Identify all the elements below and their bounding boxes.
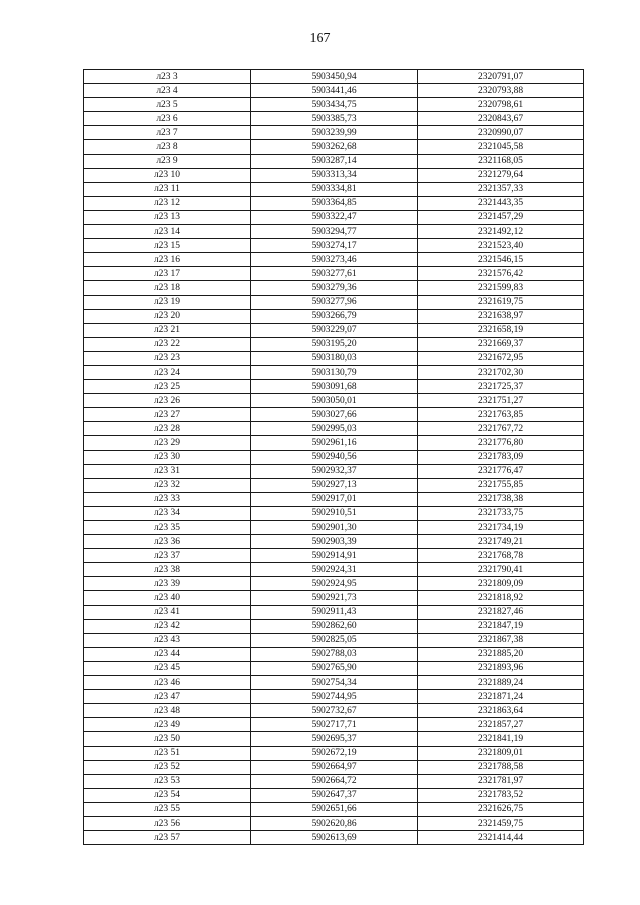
table-row [84, 774, 584, 788]
x-coordinate-cell: 5902664,97 [251, 760, 418, 774]
x-coordinate-cell: 5903364,85 [251, 196, 418, 210]
table-row [84, 676, 584, 690]
x-coordinate-cell: 5903287,14 [251, 154, 418, 168]
y-coordinate-cell: 2321734,19 [418, 521, 584, 535]
table-row [84, 267, 584, 281]
x-coordinate-cell: 5902695,37 [251, 732, 418, 746]
table-row [84, 140, 584, 154]
y-coordinate-cell: 2321841,19 [418, 732, 584, 746]
y-coordinate-cell: 2321045,58 [418, 140, 584, 154]
x-coordinate-cell: 5903195,20 [251, 337, 418, 351]
table-row [84, 168, 584, 182]
point-label-cell: л23 45 [84, 661, 251, 675]
table-row [84, 535, 584, 549]
point-label-cell: л23 31 [84, 464, 251, 478]
y-coordinate-cell: 2321638,97 [418, 309, 584, 323]
y-coordinate-cell: 2321733,75 [418, 506, 584, 520]
x-coordinate-cell: 5903322,47 [251, 210, 418, 224]
point-label-cell: л23 52 [84, 760, 251, 774]
x-coordinate-cell: 5903277,61 [251, 267, 418, 281]
x-coordinate-cell: 5903434,75 [251, 98, 418, 112]
point-label-cell: л23 7 [84, 126, 251, 140]
table-row [84, 732, 584, 746]
y-coordinate-cell: 2320798,61 [418, 98, 584, 112]
x-coordinate-cell: 5903262,68 [251, 140, 418, 154]
coordinates-table-body [84, 70, 584, 845]
y-coordinate-cell: 2321279,64 [418, 168, 584, 182]
point-label-cell: л23 34 [84, 506, 251, 520]
point-label-cell: л23 27 [84, 408, 251, 422]
x-coordinate-cell: 5903050,01 [251, 394, 418, 408]
table-row [84, 619, 584, 633]
table-row [84, 436, 584, 450]
x-coordinate-cell: 5902961,16 [251, 436, 418, 450]
y-coordinate-cell: 2321857,27 [418, 718, 584, 732]
table-row [84, 577, 584, 591]
x-coordinate-cell: 5902940,56 [251, 450, 418, 464]
x-coordinate-cell: 5903450,94 [251, 70, 418, 84]
y-coordinate-cell: 2321867,38 [418, 633, 584, 647]
point-label-cell: л23 42 [84, 619, 251, 633]
point-label-cell: л23 36 [84, 535, 251, 549]
point-label-cell: л23 21 [84, 323, 251, 337]
table-row [84, 337, 584, 351]
table-row [84, 182, 584, 196]
x-coordinate-cell: 5903229,07 [251, 323, 418, 337]
x-coordinate-cell: 5903273,46 [251, 253, 418, 267]
point-label-cell: л23 4 [84, 84, 251, 98]
x-coordinate-cell: 5903266,79 [251, 309, 418, 323]
y-coordinate-cell: 2321893,96 [418, 661, 584, 675]
table-row [84, 704, 584, 718]
x-coordinate-cell: 5903091,68 [251, 380, 418, 394]
table-row [84, 563, 584, 577]
point-label-cell: л23 57 [84, 831, 251, 845]
y-coordinate-cell: 2321749,21 [418, 535, 584, 549]
y-coordinate-cell: 2321863,64 [418, 704, 584, 718]
table-row [84, 98, 584, 112]
x-coordinate-cell: 5902825,05 [251, 633, 418, 647]
y-coordinate-cell: 2321414,44 [418, 831, 584, 845]
x-coordinate-cell: 5902647,37 [251, 788, 418, 802]
table-row [84, 380, 584, 394]
y-coordinate-cell: 2321626,75 [418, 802, 584, 816]
x-coordinate-cell: 5902932,37 [251, 464, 418, 478]
point-label-cell: л23 41 [84, 605, 251, 619]
point-label-cell: л23 50 [84, 732, 251, 746]
y-coordinate-cell: 2321725,37 [418, 380, 584, 394]
y-coordinate-cell: 2321847,19 [418, 619, 584, 633]
point-label-cell: л23 8 [84, 140, 251, 154]
table-row [84, 816, 584, 830]
point-label-cell: л23 23 [84, 351, 251, 365]
point-label-cell: л23 12 [84, 196, 251, 210]
point-label-cell: л23 51 [84, 746, 251, 760]
point-label-cell: л23 46 [84, 676, 251, 690]
table-row [84, 492, 584, 506]
table-row [84, 295, 584, 309]
table-row [84, 196, 584, 210]
y-coordinate-cell: 2321783,52 [418, 788, 584, 802]
table-row [84, 478, 584, 492]
y-coordinate-cell: 2321889,24 [418, 676, 584, 690]
y-coordinate-cell: 2321357,33 [418, 182, 584, 196]
y-coordinate-cell: 2321871,24 [418, 690, 584, 704]
table-row [84, 70, 584, 84]
x-coordinate-cell: 5902620,86 [251, 816, 418, 830]
y-coordinate-cell: 2321546,15 [418, 253, 584, 267]
y-coordinate-cell: 2321776,47 [418, 464, 584, 478]
table-row [84, 394, 584, 408]
y-coordinate-cell: 2321599,83 [418, 281, 584, 295]
x-coordinate-cell: 5902651,66 [251, 802, 418, 816]
table-row [84, 591, 584, 605]
y-coordinate-cell: 2321885,20 [418, 647, 584, 661]
table-row [84, 422, 584, 436]
y-coordinate-cell: 2320791,07 [418, 70, 584, 84]
point-label-cell: л23 54 [84, 788, 251, 802]
point-label-cell: л23 56 [84, 816, 251, 830]
x-coordinate-cell: 5902765,90 [251, 661, 418, 675]
point-label-cell: л23 20 [84, 309, 251, 323]
coordinates-table [83, 69, 584, 845]
point-label-cell: л23 15 [84, 239, 251, 253]
point-label-cell: л23 25 [84, 380, 251, 394]
y-coordinate-cell: 2321523,40 [418, 239, 584, 253]
x-coordinate-cell: 5902788,03 [251, 647, 418, 661]
table-row [84, 309, 584, 323]
point-label-cell: л23 30 [84, 450, 251, 464]
y-coordinate-cell: 2321443,35 [418, 196, 584, 210]
x-coordinate-cell: 5903239,99 [251, 126, 418, 140]
y-coordinate-cell: 2321783,09 [418, 450, 584, 464]
point-label-cell: л23 38 [84, 563, 251, 577]
x-coordinate-cell: 5902862,60 [251, 619, 418, 633]
y-coordinate-cell: 2321790,41 [418, 563, 584, 577]
table-row [84, 323, 584, 337]
x-coordinate-cell: 5902717,71 [251, 718, 418, 732]
x-coordinate-cell: 5902732,67 [251, 704, 418, 718]
x-coordinate-cell: 5903334,81 [251, 182, 418, 196]
y-coordinate-cell: 2321768,78 [418, 549, 584, 563]
y-coordinate-cell: 2321781,97 [418, 774, 584, 788]
y-coordinate-cell: 2321818,92 [418, 591, 584, 605]
table-row [84, 605, 584, 619]
point-label-cell: л23 13 [84, 210, 251, 224]
y-coordinate-cell: 2321751,27 [418, 394, 584, 408]
y-coordinate-cell: 2320843,67 [418, 112, 584, 126]
table-row [84, 661, 584, 675]
y-coordinate-cell: 2321767,72 [418, 422, 584, 436]
point-label-cell: л23 37 [84, 549, 251, 563]
x-coordinate-cell: 5902921,73 [251, 591, 418, 605]
x-coordinate-cell: 5902914,91 [251, 549, 418, 563]
point-label-cell: л23 24 [84, 365, 251, 379]
y-coordinate-cell: 2321788,58 [418, 760, 584, 774]
point-label-cell: л23 10 [84, 168, 251, 182]
y-coordinate-cell: 2320793,88 [418, 84, 584, 98]
point-label-cell: л23 43 [84, 633, 251, 647]
y-coordinate-cell: 2321702,30 [418, 365, 584, 379]
point-label-cell: л23 29 [84, 436, 251, 450]
point-label-cell: л23 32 [84, 478, 251, 492]
point-label-cell: л23 26 [84, 394, 251, 408]
y-coordinate-cell: 2321619,75 [418, 295, 584, 309]
point-label-cell: л23 39 [84, 577, 251, 591]
x-coordinate-cell: 5903180,03 [251, 351, 418, 365]
point-label-cell: л23 5 [84, 98, 251, 112]
table-row [84, 831, 584, 845]
x-coordinate-cell: 5903385,73 [251, 112, 418, 126]
table-row [84, 760, 584, 774]
point-label-cell: л23 28 [84, 422, 251, 436]
table-row [84, 281, 584, 295]
y-coordinate-cell: 2321763,85 [418, 408, 584, 422]
table-row [84, 788, 584, 802]
table-row [84, 112, 584, 126]
point-label-cell: л23 3 [84, 70, 251, 84]
point-label-cell: л23 22 [84, 337, 251, 351]
table-row [84, 647, 584, 661]
table-row [84, 690, 584, 704]
point-label-cell: л23 44 [84, 647, 251, 661]
y-coordinate-cell: 2321809,01 [418, 746, 584, 760]
x-coordinate-cell: 5903313,34 [251, 168, 418, 182]
point-label-cell: л23 16 [84, 253, 251, 267]
table-row [84, 351, 584, 365]
x-coordinate-cell: 5902672,19 [251, 746, 418, 760]
x-coordinate-cell: 5902927,13 [251, 478, 418, 492]
table-row [84, 718, 584, 732]
x-coordinate-cell: 5903294,77 [251, 225, 418, 239]
x-coordinate-cell: 5902744,95 [251, 690, 418, 704]
table-row [84, 253, 584, 267]
table-row [84, 746, 584, 760]
y-coordinate-cell: 2321776,80 [418, 436, 584, 450]
table-row [84, 521, 584, 535]
x-coordinate-cell: 5902924,95 [251, 577, 418, 591]
y-coordinate-cell: 2321492,12 [418, 225, 584, 239]
x-coordinate-cell: 5903277,96 [251, 295, 418, 309]
point-label-cell: л23 17 [84, 267, 251, 281]
table-row [84, 506, 584, 520]
y-coordinate-cell: 2321658,19 [418, 323, 584, 337]
table-row [84, 154, 584, 168]
table-row [84, 84, 584, 98]
point-label-cell: л23 19 [84, 295, 251, 309]
x-coordinate-cell: 5902917,01 [251, 492, 418, 506]
x-coordinate-cell: 5902901,30 [251, 521, 418, 535]
page-number: 167 [309, 31, 331, 46]
point-label-cell: л23 11 [84, 182, 251, 196]
table-row [84, 408, 584, 422]
x-coordinate-cell: 5902995,03 [251, 422, 418, 436]
x-coordinate-cell: 5902924,31 [251, 563, 418, 577]
y-coordinate-cell: 2321738,38 [418, 492, 584, 506]
point-label-cell: л23 6 [84, 112, 251, 126]
table-row [84, 239, 584, 253]
point-label-cell: л23 49 [84, 718, 251, 732]
point-label-cell: л23 53 [84, 774, 251, 788]
table-row [84, 365, 584, 379]
point-label-cell: л23 48 [84, 704, 251, 718]
x-coordinate-cell: 5902754,34 [251, 676, 418, 690]
x-coordinate-cell: 5903274,17 [251, 239, 418, 253]
point-label-cell: л23 18 [84, 281, 251, 295]
table-row [84, 450, 584, 464]
table-row [84, 802, 584, 816]
table-row [84, 225, 584, 239]
x-coordinate-cell: 5902664,72 [251, 774, 418, 788]
point-label-cell: л23 47 [84, 690, 251, 704]
x-coordinate-cell: 5903130,79 [251, 365, 418, 379]
y-coordinate-cell: 2321459,75 [418, 816, 584, 830]
x-coordinate-cell: 5902903,39 [251, 535, 418, 549]
table-row [84, 210, 584, 224]
y-coordinate-cell: 2321809,09 [418, 577, 584, 591]
y-coordinate-cell: 2321168,05 [418, 154, 584, 168]
table-row [84, 464, 584, 478]
y-coordinate-cell: 2321669,37 [418, 337, 584, 351]
table-row [84, 549, 584, 563]
y-coordinate-cell: 2321827,46 [418, 605, 584, 619]
x-coordinate-cell: 5903027,66 [251, 408, 418, 422]
point-label-cell: л23 55 [84, 802, 251, 816]
y-coordinate-cell: 2320990,07 [418, 126, 584, 140]
point-label-cell: л23 33 [84, 492, 251, 506]
point-label-cell: л23 40 [84, 591, 251, 605]
table-row [84, 126, 584, 140]
x-coordinate-cell: 5902910,51 [251, 506, 418, 520]
y-coordinate-cell: 2321576,42 [418, 267, 584, 281]
point-label-cell: л23 9 [84, 154, 251, 168]
x-coordinate-cell: 5902613,69 [251, 831, 418, 845]
table-row [84, 633, 584, 647]
y-coordinate-cell: 2321672,95 [418, 351, 584, 365]
x-coordinate-cell: 5902911,43 [251, 605, 418, 619]
y-coordinate-cell: 2321457,29 [418, 210, 584, 224]
x-coordinate-cell: 5903441,46 [251, 84, 418, 98]
x-coordinate-cell: 5903279,36 [251, 281, 418, 295]
point-label-cell: л23 14 [84, 225, 251, 239]
y-coordinate-cell: 2321755,85 [418, 478, 584, 492]
point-label-cell: л23 35 [84, 521, 251, 535]
